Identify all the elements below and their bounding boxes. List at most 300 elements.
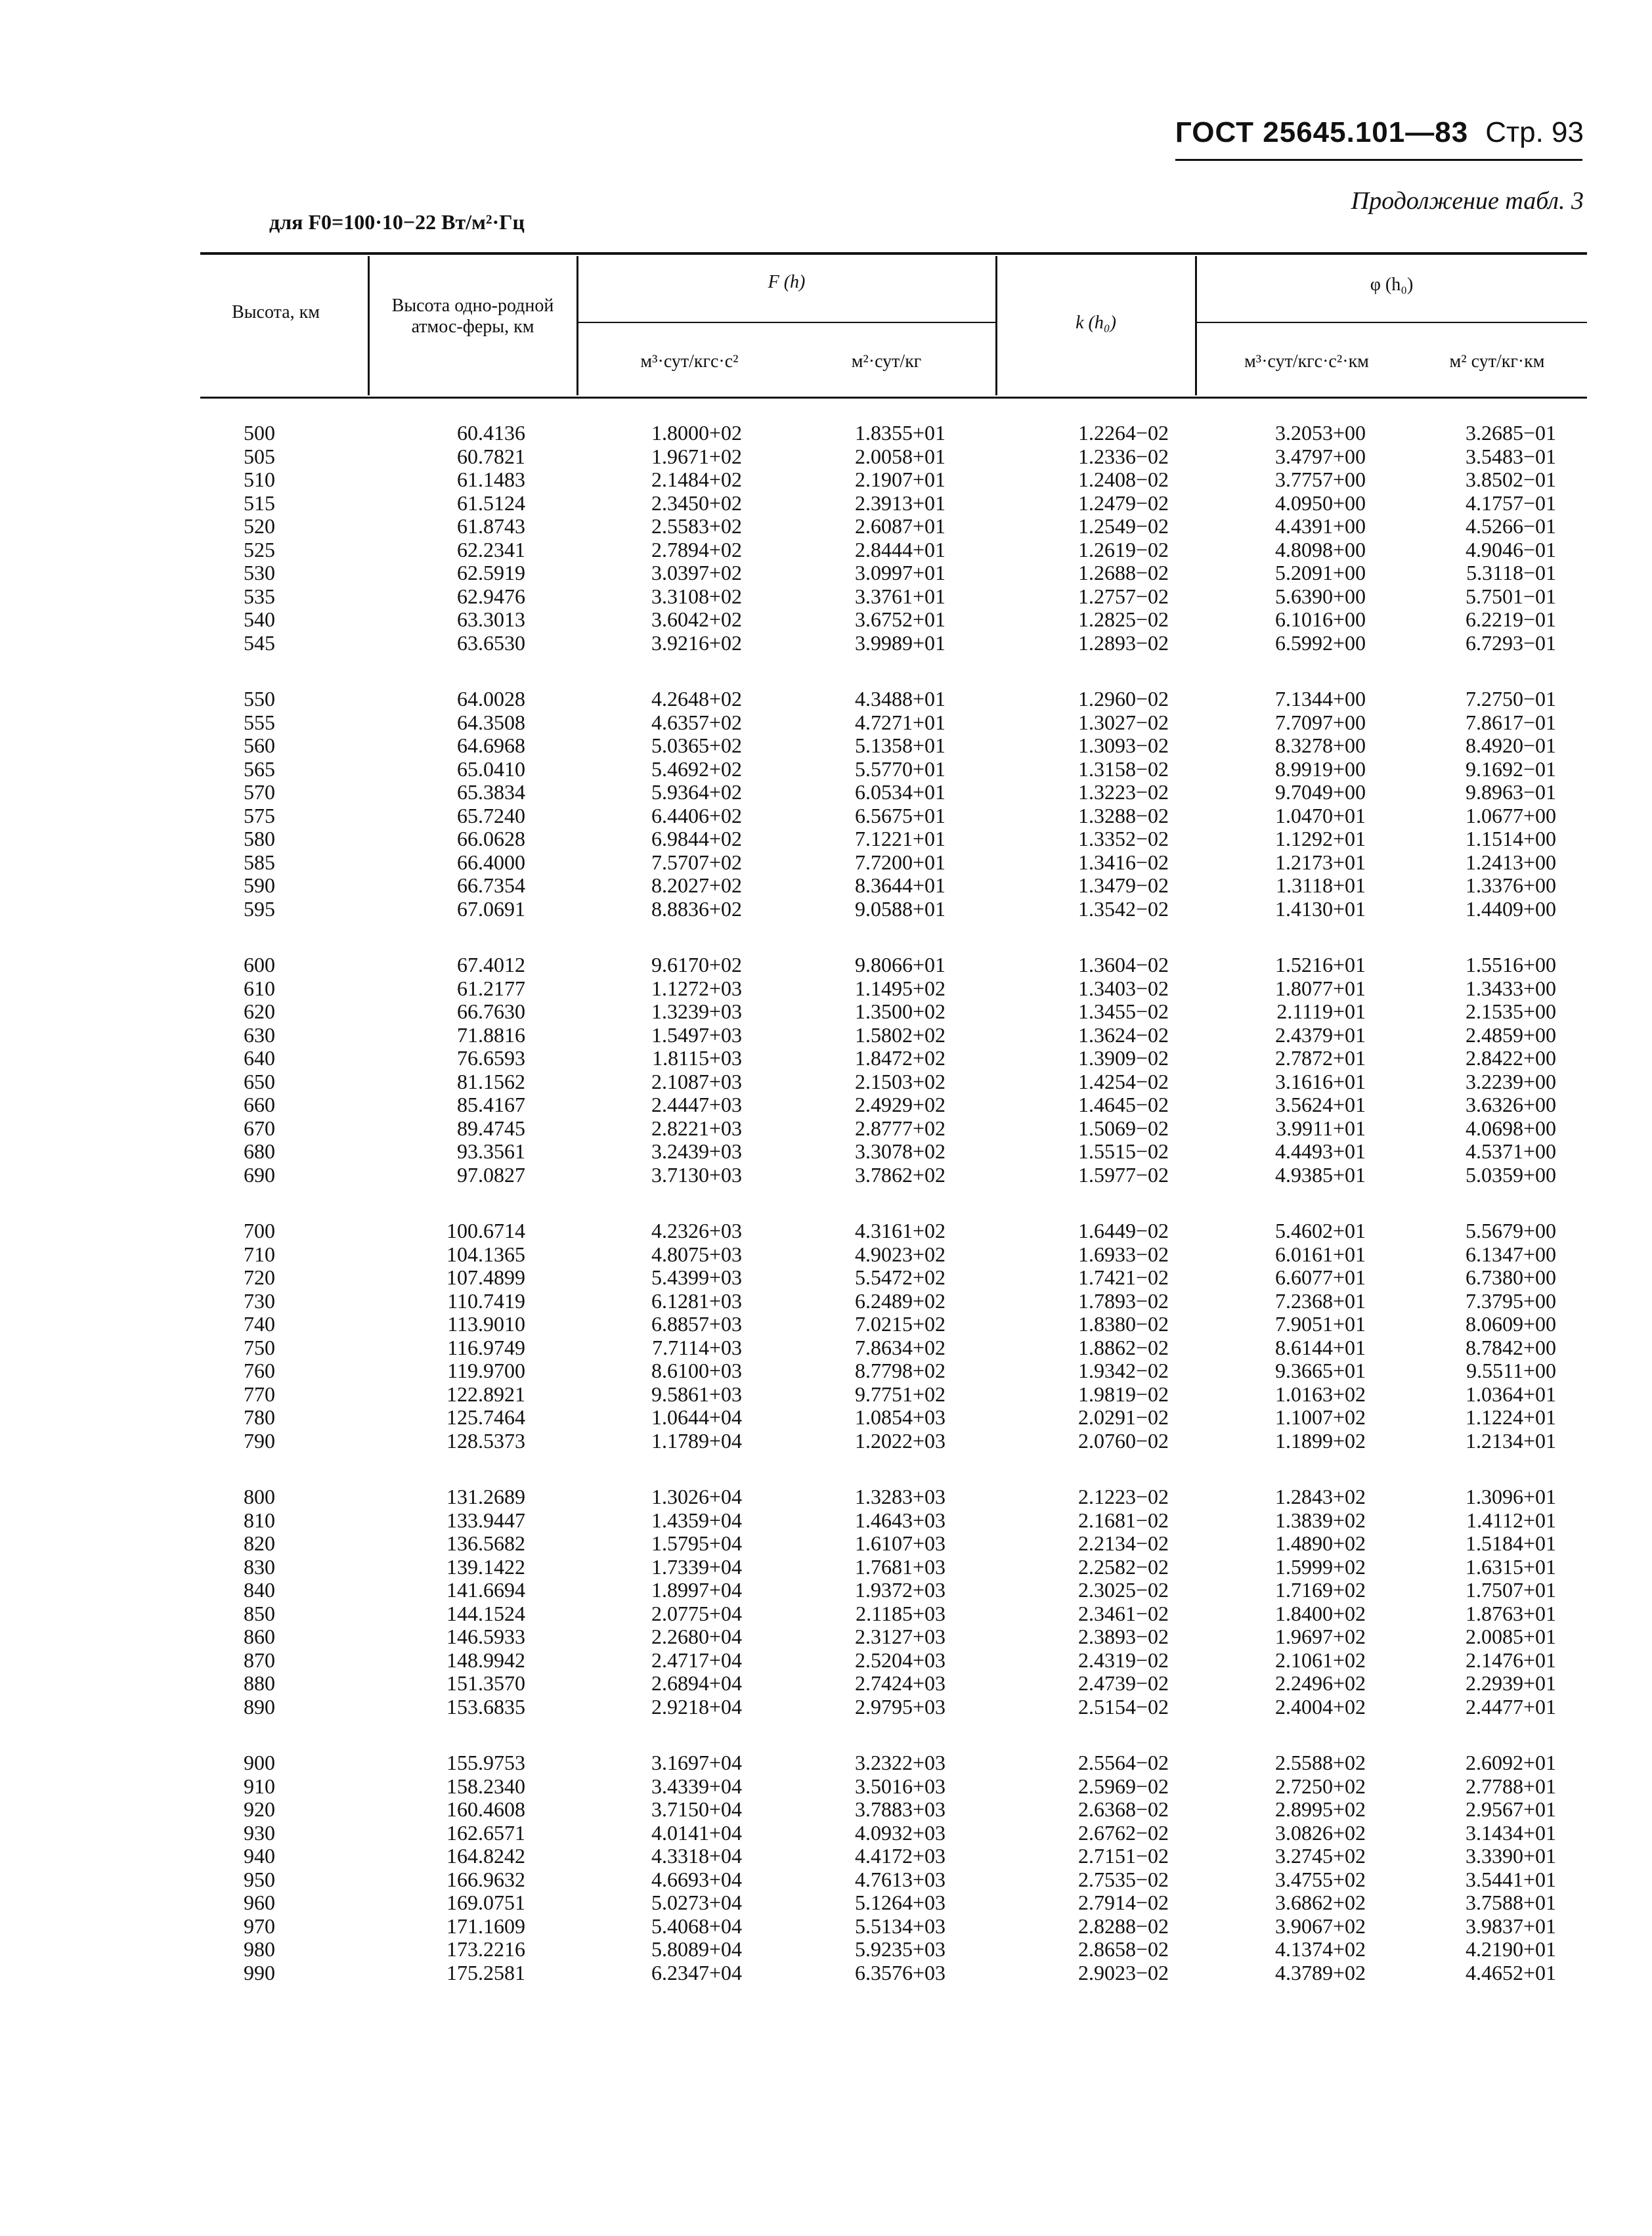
cell-phi-m3: 1.8400+02 bbox=[1274, 1601, 1366, 1625]
cell-F-m3: 2.8221+03 bbox=[651, 1116, 742, 1140]
cell-altitude: 585 bbox=[244, 850, 275, 874]
cell-homogeneous-height: 71.8816 bbox=[457, 1022, 525, 1047]
cell-phi-m2: 8.4920−01 bbox=[1465, 734, 1556, 757]
cell-F-m2: 3.7883+03 bbox=[854, 1797, 946, 1821]
cell-F-m2: 7.7200+01 bbox=[854, 850, 946, 874]
cell-k: 1.3624−02 bbox=[1077, 1022, 1169, 1047]
cell-k: 1.2479−02 bbox=[1077, 491, 1169, 515]
cell-homogeneous-height: 89.4745 bbox=[457, 1116, 525, 1140]
cell-altitude: 940 bbox=[244, 1844, 275, 1868]
cell-phi-m3: 4.9385+01 bbox=[1274, 1162, 1366, 1187]
cell-altitude: 830 bbox=[244, 1554, 275, 1579]
cell-k: 2.5564−02 bbox=[1077, 1751, 1169, 1774]
cell-F-m2: 3.5016+03 bbox=[854, 1774, 946, 1798]
cell-phi-m3: 4.8098+00 bbox=[1274, 537, 1366, 561]
cell-altitude: 670 bbox=[244, 1116, 275, 1140]
cell-F-m2: 3.3761+01 bbox=[854, 584, 946, 608]
cell-altitude: 760 bbox=[244, 1359, 275, 1382]
cell-homogeneous-height: 66.7354 bbox=[457, 873, 525, 897]
cell-phi-m3: 7.7097+00 bbox=[1274, 710, 1366, 734]
cell-F-m3: 1.8997+04 bbox=[651, 1578, 742, 1602]
cell-homogeneous-height: 76.6593 bbox=[457, 1046, 525, 1070]
cell-F-m3: 7.5707+02 bbox=[651, 850, 742, 874]
cell-homogeneous-height: 136.5682 bbox=[446, 1531, 525, 1555]
cell-altitude: 820 bbox=[244, 1531, 275, 1555]
cell-k: 2.4739−02 bbox=[1077, 1671, 1169, 1695]
cell-F-m2: 1.9372+03 bbox=[854, 1578, 946, 1602]
table-row bbox=[0, 1938, 1652, 1961]
cell-F-m3: 2.1087+03 bbox=[651, 1069, 742, 1093]
cell-F-m3: 1.1272+03 bbox=[651, 976, 742, 1000]
cell-F-m2: 3.7862+02 bbox=[854, 1162, 946, 1187]
header-altitude: Высота, км bbox=[232, 302, 320, 322]
cell-phi-m2: 3.1434+01 bbox=[1465, 1820, 1556, 1845]
cell-phi-m2: 2.6092+01 bbox=[1465, 1751, 1556, 1774]
cell-phi-m2: 3.2239+00 bbox=[1465, 1069, 1556, 1093]
cell-F-m3: 2.5583+02 bbox=[651, 514, 742, 538]
cell-phi-m3: 1.0470+01 bbox=[1274, 803, 1366, 827]
table-row bbox=[0, 1751, 1652, 1774]
cell-phi-m2: 1.3376+00 bbox=[1465, 873, 1556, 897]
cell-k: 2.2134−02 bbox=[1077, 1531, 1169, 1555]
cell-phi-m2: 8.7842+00 bbox=[1465, 1335, 1556, 1359]
cell-homogeneous-height: 62.2341 bbox=[457, 537, 525, 561]
cell-k: 1.5977−02 bbox=[1077, 1162, 1169, 1187]
cell-homogeneous-height: 65.7240 bbox=[457, 803, 525, 827]
cell-F-m3: 4.2648+02 bbox=[651, 687, 742, 711]
cell-F-m2: 5.5770+01 bbox=[854, 756, 946, 781]
cell-F-m2: 2.5204+03 bbox=[854, 1648, 946, 1672]
cell-altitude: 840 bbox=[244, 1578, 275, 1602]
table-row bbox=[0, 711, 1652, 734]
cell-F-m2: 2.3913+01 bbox=[854, 491, 946, 515]
cell-k: 1.3416−02 bbox=[1077, 850, 1169, 874]
cell-altitude: 510 bbox=[244, 468, 275, 491]
cell-k: 1.8380−02 bbox=[1077, 1312, 1169, 1336]
cell-k: 1.3542−02 bbox=[1077, 896, 1169, 921]
cell-phi-m2: 2.9567+01 bbox=[1465, 1797, 1556, 1821]
cell-phi-m2: 1.0364+01 bbox=[1465, 1382, 1556, 1406]
table-row bbox=[0, 445, 1652, 468]
cell-phi-m2: 9.5511+00 bbox=[1466, 1359, 1556, 1382]
cell-k: 2.8288−02 bbox=[1077, 1914, 1169, 1938]
cell-F-m3: 6.9844+02 bbox=[651, 827, 742, 850]
cell-k: 1.3352−02 bbox=[1077, 827, 1169, 850]
cell-F-m3: 4.2326+03 bbox=[651, 1219, 742, 1242]
cell-phi-m3: 3.0826+02 bbox=[1274, 1820, 1366, 1845]
cell-homogeneous-height: 65.0410 bbox=[457, 756, 525, 781]
cell-F-m2: 5.5134+03 bbox=[854, 1914, 946, 1938]
table-row bbox=[0, 874, 1652, 897]
cell-F-m2: 1.4643+03 bbox=[854, 1508, 946, 1532]
cell-altitude: 780 bbox=[244, 1405, 275, 1429]
cell-k: 2.2582−02 bbox=[1077, 1554, 1169, 1579]
cell-altitude: 565 bbox=[244, 756, 275, 781]
cell-F-m3: 6.1281+03 bbox=[651, 1288, 742, 1313]
table-row bbox=[0, 1266, 1652, 1289]
cell-F-m3: 2.7894+02 bbox=[651, 537, 742, 561]
cell-phi-m3: 1.5999+02 bbox=[1274, 1554, 1366, 1579]
cell-F-m3: 6.8857+03 bbox=[651, 1312, 742, 1336]
cell-phi-m2: 2.2939+01 bbox=[1465, 1671, 1556, 1695]
cell-k: 1.9819−02 bbox=[1077, 1382, 1169, 1406]
phi-subheader-rule bbox=[1196, 322, 1587, 323]
cell-homogeneous-height: 116.9749 bbox=[447, 1335, 525, 1359]
cell-F-m2: 4.7613+03 bbox=[854, 1867, 946, 1891]
cell-k: 1.2825−02 bbox=[1077, 607, 1169, 631]
cell-F-m3: 6.2347+04 bbox=[651, 1960, 742, 1984]
table-row bbox=[0, 585, 1652, 608]
cell-altitude: 900 bbox=[244, 1751, 275, 1774]
cell-k: 1.3158−02 bbox=[1077, 756, 1169, 781]
cell-F-m3: 3.7150+04 bbox=[651, 1797, 742, 1821]
cell-phi-m3: 1.1899+02 bbox=[1274, 1428, 1366, 1453]
cell-F-m3: 5.0273+04 bbox=[651, 1891, 742, 1914]
cell-F-m3: 1.3239+03 bbox=[651, 999, 742, 1023]
cell-phi-m3: 3.4797+00 bbox=[1274, 444, 1366, 468]
table-row bbox=[0, 1336, 1652, 1359]
cell-homogeneous-height: 110.7419 bbox=[447, 1288, 525, 1313]
table-row bbox=[0, 954, 1652, 976]
header-phi-h0: φ (h₀) bbox=[1370, 274, 1414, 295]
cell-phi-m2: 4.0698+00 bbox=[1465, 1116, 1556, 1140]
table-row bbox=[0, 1845, 1652, 1868]
cell-homogeneous-height: 144.1524 bbox=[446, 1601, 525, 1625]
cell-F-m2: 5.9235+03 bbox=[854, 1937, 946, 1961]
cell-phi-m3: 3.5624+01 bbox=[1274, 1093, 1366, 1116]
cell-phi-m3: 1.3118+01 bbox=[1276, 873, 1366, 897]
cell-altitude: 620 bbox=[244, 999, 275, 1023]
table-row bbox=[0, 632, 1652, 655]
cell-homogeneous-height: 160.4608 bbox=[446, 1797, 525, 1821]
cell-phi-m3: 4.4493+01 bbox=[1274, 1139, 1366, 1163]
cell-altitude: 530 bbox=[244, 561, 275, 584]
cell-phi-m2: 5.0359+00 bbox=[1465, 1162, 1556, 1187]
cell-F-m2: 6.0534+01 bbox=[854, 780, 946, 804]
cell-F-m3: 2.2680+04 bbox=[651, 1625, 742, 1648]
cell-F-m3: 1.5795+04 bbox=[651, 1531, 742, 1555]
cell-F-m3: 8.8836+02 bbox=[651, 896, 742, 921]
cell-homogeneous-height: 66.7630 bbox=[457, 999, 525, 1023]
cell-homogeneous-height: 63.6530 bbox=[457, 630, 525, 655]
cell-homogeneous-height: 119.9700 bbox=[447, 1359, 525, 1382]
cell-altitude: 515 bbox=[244, 491, 275, 515]
cell-phi-m3: 1.7169+02 bbox=[1274, 1578, 1366, 1602]
cell-F-m3: 2.1484+02 bbox=[651, 468, 742, 491]
table-row bbox=[0, 1579, 1652, 1602]
cell-F-m2: 8.7798+02 bbox=[854, 1359, 946, 1382]
cell-altitude: 535 bbox=[244, 584, 275, 608]
cell-F-m3: 1.5497+03 bbox=[651, 1022, 742, 1047]
cell-k: 1.3479−02 bbox=[1077, 873, 1169, 897]
cell-phi-m3: 7.1344+00 bbox=[1274, 687, 1366, 711]
cell-F-m2: 2.1503+02 bbox=[854, 1069, 946, 1093]
page-header bbox=[1175, 116, 1584, 149]
cell-F-m2: 5.5472+02 bbox=[854, 1265, 946, 1289]
table-row bbox=[0, 422, 1652, 445]
cell-altitude: 555 bbox=[244, 710, 275, 734]
table-row bbox=[0, 1696, 1652, 1719]
table-row bbox=[0, 1532, 1652, 1555]
cell-homogeneous-height: 155.9753 bbox=[446, 1751, 525, 1774]
cell-F-m2: 6.2489+02 bbox=[854, 1288, 946, 1313]
table-row bbox=[0, 1962, 1652, 1984]
cell-phi-m3: 3.9911+01 bbox=[1276, 1116, 1366, 1140]
cell-phi-m2: 2.8422+00 bbox=[1465, 1046, 1556, 1070]
cell-phi-m2: 3.5483−01 bbox=[1465, 444, 1556, 468]
cell-altitude: 660 bbox=[244, 1093, 275, 1116]
cell-homogeneous-height: 141.6694 bbox=[446, 1578, 525, 1602]
cell-k: 1.2408−02 bbox=[1077, 468, 1169, 491]
cell-phi-m2: 1.5516+00 bbox=[1465, 953, 1556, 976]
cell-homogeneous-height: 125.7464 bbox=[446, 1405, 525, 1429]
cell-F-m3: 5.4068+04 bbox=[651, 1914, 742, 1938]
cell-F-m3: 7.7114+03 bbox=[652, 1335, 742, 1359]
cell-altitude: 520 bbox=[244, 514, 275, 538]
cell-k: 2.9023−02 bbox=[1077, 1960, 1169, 1984]
table-row bbox=[0, 1070, 1652, 1093]
cell-F-m2: 4.9023+02 bbox=[854, 1242, 946, 1266]
cell-homogeneous-height: 66.0628 bbox=[457, 827, 525, 850]
cell-homogeneous-height: 173.2216 bbox=[446, 1937, 525, 1961]
cell-phi-m3: 6.0161+01 bbox=[1274, 1242, 1366, 1266]
cell-k: 1.3455−02 bbox=[1077, 999, 1169, 1023]
cell-k: 1.9342−02 bbox=[1077, 1359, 1169, 1382]
cell-F-m3: 3.9216+02 bbox=[651, 630, 742, 655]
cell-F-m3: 8.6100+03 bbox=[651, 1359, 742, 1382]
cell-F-m2: 7.0215+02 bbox=[854, 1312, 946, 1336]
cell-F-m3: 8.2027+02 bbox=[651, 873, 742, 897]
cell-homogeneous-height: 62.9476 bbox=[457, 584, 525, 608]
cell-F-m2: 2.6087+01 bbox=[854, 514, 946, 538]
cell-F-m3: 3.6042+02 bbox=[651, 607, 742, 631]
cell-phi-m3: 1.9697+02 bbox=[1274, 1625, 1366, 1648]
cell-phi-m3: 2.2496+02 bbox=[1274, 1671, 1366, 1695]
cell-homogeneous-height: 133.9447 bbox=[446, 1508, 525, 1532]
cell-homogeneous-height: 171.1609 bbox=[446, 1914, 525, 1938]
table-row bbox=[0, 561, 1652, 584]
cell-altitude: 890 bbox=[244, 1694, 275, 1719]
cell-homogeneous-height: 61.5124 bbox=[457, 491, 525, 515]
cell-phi-m2: 1.2413+00 bbox=[1465, 850, 1556, 874]
table-row bbox=[0, 538, 1652, 561]
header-homogeneous-atmosphere: Высота одно-родной атмос-феры, км bbox=[391, 296, 554, 338]
table-row bbox=[0, 468, 1652, 491]
cell-F-m3: 2.3450+02 bbox=[651, 491, 742, 515]
cell-F-m3: 4.6693+04 bbox=[651, 1867, 742, 1891]
cell-phi-m2: 4.9046−01 bbox=[1465, 537, 1556, 561]
cell-F-m3: 1.3026+04 bbox=[651, 1485, 742, 1508]
cell-F-m2: 3.9989+01 bbox=[854, 630, 946, 655]
cell-phi-m3: 1.0163+02 bbox=[1274, 1382, 1366, 1406]
cell-phi-m3: 2.4004+02 bbox=[1274, 1694, 1366, 1719]
cell-F-m2: 1.5802+02 bbox=[854, 1022, 946, 1047]
header-k-h0: k (h₀) bbox=[1076, 313, 1116, 333]
cell-phi-m2: 6.2219−01 bbox=[1465, 607, 1556, 631]
cell-homogeneous-height: 104.1365 bbox=[446, 1242, 525, 1266]
cell-F-m2: 1.8472+02 bbox=[854, 1046, 946, 1070]
cell-homogeneous-height: 66.4000 bbox=[457, 850, 525, 874]
table-row bbox=[0, 492, 1652, 515]
cell-F-m2: 2.0058+01 bbox=[854, 444, 946, 468]
cell-phi-m3: 3.9067+02 bbox=[1274, 1914, 1366, 1938]
cell-F-m2: 2.4929+02 bbox=[854, 1093, 946, 1116]
cell-k: 1.5069−02 bbox=[1077, 1116, 1169, 1140]
cell-altitude: 540 bbox=[244, 607, 275, 631]
cell-F-m2: 4.4172+03 bbox=[854, 1844, 946, 1868]
cell-F-m3: 1.8000+02 bbox=[651, 421, 742, 445]
cell-F-m2: 2.9795+03 bbox=[854, 1694, 946, 1719]
header-F-unit-2: м²·сут/кг bbox=[851, 351, 922, 372]
cell-F-m2: 7.1221+01 bbox=[854, 827, 946, 850]
cell-phi-m2: 1.6315+01 bbox=[1465, 1554, 1556, 1579]
cell-F-m2: 9.7751+02 bbox=[854, 1382, 946, 1406]
cell-F-m2: 2.8444+01 bbox=[854, 537, 946, 561]
cell-homogeneous-height: 131.2689 bbox=[446, 1485, 525, 1508]
cell-F-m2: 5.1358+01 bbox=[854, 734, 946, 757]
cell-phi-m2: 6.7380+00 bbox=[1465, 1265, 1556, 1289]
cell-altitude: 560 bbox=[244, 734, 275, 757]
cell-F-m2: 1.2022+03 bbox=[854, 1428, 946, 1453]
column-divider bbox=[368, 256, 370, 395]
cell-homogeneous-height: 175.2581 bbox=[446, 1960, 525, 1984]
cell-altitude: 930 bbox=[244, 1820, 275, 1845]
cell-k: 2.7151−02 bbox=[1077, 1844, 1169, 1868]
table-row bbox=[0, 1093, 1652, 1116]
cell-k: 1.3027−02 bbox=[1077, 710, 1169, 734]
cell-phi-m3: 4.0950+00 bbox=[1274, 491, 1366, 515]
cell-altitude: 710 bbox=[244, 1242, 275, 1266]
cell-F-m3: 9.5861+03 bbox=[651, 1382, 742, 1406]
cell-altitude: 690 bbox=[244, 1162, 275, 1187]
cell-homogeneous-height: 63.3013 bbox=[457, 607, 525, 631]
cell-F-m3: 3.1697+04 bbox=[651, 1751, 742, 1774]
cell-altitude: 630 bbox=[244, 1022, 275, 1047]
cell-phi-m2: 1.1514+00 bbox=[1465, 827, 1556, 850]
cell-altitude: 750 bbox=[244, 1335, 275, 1359]
table-header-bottom-rule bbox=[200, 397, 1587, 399]
header-F-h: F (h) bbox=[768, 272, 806, 292]
cell-phi-m2: 6.1347+00 bbox=[1465, 1242, 1556, 1266]
cell-F-m3: 1.0644+04 bbox=[651, 1405, 742, 1429]
cell-altitude: 740 bbox=[244, 1312, 275, 1336]
cell-k: 2.3461−02 bbox=[1077, 1601, 1169, 1625]
cell-altitude: 575 bbox=[244, 803, 275, 827]
cell-F-m2: 3.3078+02 bbox=[854, 1139, 946, 1163]
table-condition: для F0=100·10−22 Вт/м²·Гц bbox=[269, 210, 525, 234]
cell-k: 1.2893−02 bbox=[1077, 630, 1169, 655]
cell-k: 2.3025−02 bbox=[1077, 1578, 1169, 1602]
table-row bbox=[0, 827, 1652, 850]
cell-phi-m2: 2.7788+01 bbox=[1465, 1774, 1556, 1798]
cell-homogeneous-height: 162.6571 bbox=[446, 1820, 525, 1845]
cell-phi-m3: 3.6862+02 bbox=[1274, 1891, 1366, 1914]
table-row bbox=[0, 1798, 1652, 1821]
cell-k: 2.4319−02 bbox=[1077, 1648, 1169, 1672]
cell-k: 1.2960−02 bbox=[1077, 687, 1169, 711]
cell-altitude: 700 bbox=[244, 1219, 275, 1242]
cell-k: 1.3403−02 bbox=[1077, 976, 1169, 1000]
table-row bbox=[0, 1359, 1652, 1382]
cell-phi-m3: 3.1616+01 bbox=[1274, 1069, 1366, 1093]
table-row bbox=[0, 1556, 1652, 1579]
cell-phi-m3: 3.4755+02 bbox=[1274, 1867, 1366, 1891]
table-row bbox=[0, 1243, 1652, 1266]
cell-F-m2: 1.1495+02 bbox=[854, 976, 946, 1000]
cell-phi-m3: 2.7872+01 bbox=[1274, 1046, 1366, 1070]
cell-k: 1.3909−02 bbox=[1077, 1046, 1169, 1070]
cell-phi-m2: 1.1224+01 bbox=[1465, 1405, 1556, 1429]
cell-F-m3: 1.8115+03 bbox=[652, 1046, 742, 1070]
cell-F-m3: 1.1789+04 bbox=[651, 1428, 742, 1453]
table-row bbox=[0, 1290, 1652, 1313]
cell-F-m2: 6.5675+01 bbox=[854, 803, 946, 827]
cell-k: 2.1223−02 bbox=[1077, 1485, 1169, 1508]
cell-homogeneous-height: 85.4167 bbox=[457, 1093, 525, 1116]
cell-phi-m2: 7.2750−01 bbox=[1465, 687, 1556, 711]
table-row bbox=[0, 1602, 1652, 1625]
table-row bbox=[0, 1313, 1652, 1336]
cell-F-m3: 3.7130+03 bbox=[651, 1162, 742, 1187]
cell-k: 2.5154−02 bbox=[1077, 1694, 1169, 1719]
cell-k: 1.2264−02 bbox=[1077, 421, 1169, 445]
table-row bbox=[0, 1625, 1652, 1648]
cell-phi-m2: 4.1757−01 bbox=[1465, 491, 1556, 515]
cell-phi-m3: 3.2745+02 bbox=[1274, 1844, 1366, 1868]
cell-phi-m2: 3.7588+01 bbox=[1465, 1891, 1556, 1914]
cell-phi-m3: 5.4602+01 bbox=[1274, 1219, 1366, 1242]
cell-F-m2: 4.7271+01 bbox=[854, 710, 946, 734]
cell-F-m3: 4.3318+04 bbox=[651, 1844, 742, 1868]
cell-homogeneous-height: 81.1562 bbox=[457, 1069, 525, 1093]
cell-phi-m2: 4.4652+01 bbox=[1465, 1960, 1556, 1984]
cell-phi-m3: 2.5588+02 bbox=[1274, 1751, 1366, 1774]
table-row bbox=[0, 1915, 1652, 1938]
cell-altitude: 880 bbox=[244, 1671, 275, 1695]
cell-k: 1.2336−02 bbox=[1077, 444, 1169, 468]
cell-homogeneous-height: 64.0028 bbox=[457, 687, 525, 711]
cell-k: 2.7535−02 bbox=[1077, 1867, 1169, 1891]
cell-phi-m2: 4.2190+01 bbox=[1465, 1937, 1556, 1961]
cell-homogeneous-height: 139.1422 bbox=[446, 1554, 525, 1579]
cell-altitude: 570 bbox=[244, 780, 275, 804]
cell-k: 1.7421−02 bbox=[1077, 1265, 1169, 1289]
cell-k: 1.3288−02 bbox=[1077, 803, 1169, 827]
cell-homogeneous-height: 128.5373 bbox=[446, 1428, 525, 1453]
cell-altitude: 920 bbox=[244, 1797, 275, 1821]
table-row bbox=[0, 1509, 1652, 1532]
cell-phi-m3: 2.1061+02 bbox=[1274, 1648, 1366, 1672]
cell-homogeneous-height: 60.4136 bbox=[457, 421, 525, 445]
header-phi-unit-2: м² сут/кг·км bbox=[1449, 351, 1545, 372]
header-phi-unit-1: м³·сут/кгс·с²·км bbox=[1244, 351, 1369, 372]
cell-phi-m3: 1.4130+01 bbox=[1274, 896, 1366, 921]
cell-altitude: 790 bbox=[244, 1428, 275, 1453]
table-row bbox=[0, 1164, 1652, 1187]
table-row bbox=[0, 977, 1652, 1000]
cell-altitude: 500 bbox=[244, 421, 275, 445]
cell-phi-m2: 5.7501−01 bbox=[1465, 584, 1556, 608]
cell-F-m3: 5.0365+02 bbox=[651, 734, 742, 757]
table-row bbox=[0, 688, 1652, 711]
cell-altitude: 730 bbox=[244, 1288, 275, 1313]
table-row bbox=[0, 758, 1652, 781]
cell-phi-m3: 6.1016+00 bbox=[1274, 607, 1366, 631]
table-row bbox=[0, 515, 1652, 538]
cell-homogeneous-height: 64.3508 bbox=[457, 710, 525, 734]
table-continuation-note: Продолжение табл. 3 bbox=[1351, 187, 1584, 215]
table-row bbox=[0, 608, 1652, 631]
